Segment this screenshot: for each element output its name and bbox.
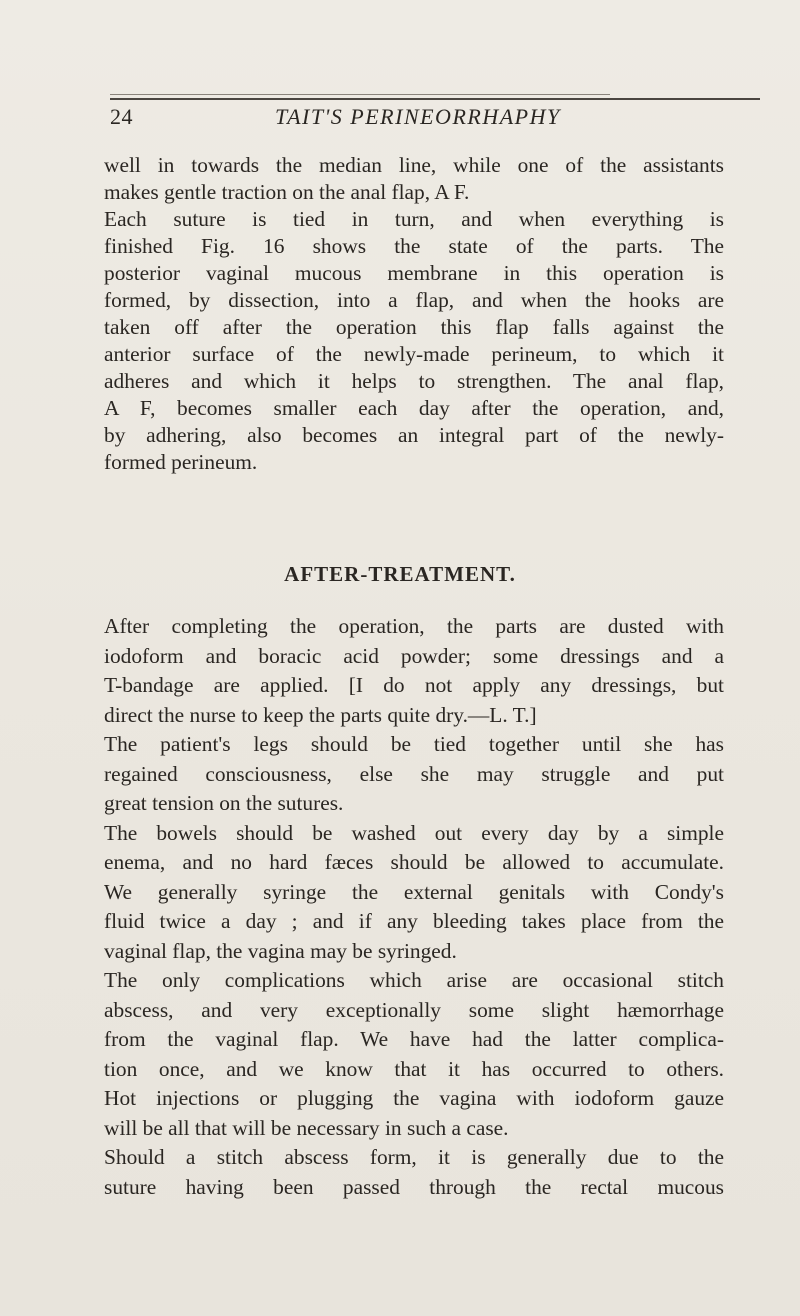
text-line: will be all that will be necessary in such a case. — [104, 1115, 509, 1140]
text-line: suture having been passed through the rectal mucous — [104, 1174, 724, 1199]
paragraphs-after-treatment — [104, 612, 724, 1202]
text-line: The patient's legs should be tied together until she has — [104, 732, 724, 756]
text-line: iodoform and boracic acid powder; some dressings and a — [104, 643, 724, 668]
text-line: formed perineum. — [104, 450, 258, 474]
text-line: Hot injections or plugging the vagina with iodoform gauze — [104, 1086, 724, 1110]
text-line: makes gentle traction on the anal flap, A F. — [104, 180, 470, 204]
text-line: Should a stitch abscess form, it is generally due to the — [104, 1145, 724, 1169]
text-line: great tension on the sutures. — [104, 791, 344, 815]
text-line: regained consciousness, else she may struggle and put — [104, 761, 724, 786]
running-head: TAIT'S PERINEORRHAPHY — [275, 104, 561, 129]
text-line: formed, by dissection, into a flap, and when the hooks are — [104, 288, 724, 312]
text-line: adheres and which it helps to strengthen. The anal flap, — [104, 369, 724, 393]
text-line: The bowels should be washed out every day by a simple — [104, 820, 724, 845]
text-line: enema, and no hard fæces should be allowed to accumulate. — [104, 850, 724, 874]
header-rule-thin — [110, 94, 610, 95]
text-line: abscess, and very exceptionally some slight hæmorrhage — [104, 997, 724, 1022]
text-line: We generally syringe the external genitals with Condy's — [104, 879, 724, 904]
text-line: tion once, and we know that it has occurred to others. — [104, 1056, 724, 1081]
text-line: posterior vaginal mucous membrane in this operation is — [104, 261, 724, 285]
text-line: well in towards the median line, while one of the assistants — [104, 153, 724, 177]
header-rule — [110, 98, 760, 100]
section-heading: AFTER-TREATMENT. — [284, 562, 516, 586]
page-number: 24 — [110, 104, 133, 129]
text-line: anterior surface of the newly-made perineum, to which it — [104, 342, 724, 366]
text-line: taken off after the operation this flap falls against the — [104, 315, 724, 339]
text-line: from the vaginal flap. We have had the latter complica- — [104, 1027, 724, 1051]
text-line: The only complications which arise are occasional stitch — [104, 968, 724, 992]
text-line: After completing the operation, the parts are dusted with — [104, 614, 724, 638]
paragraphs-continued — [104, 152, 724, 476]
text-line: finished Fig. 16 shows the state of the parts. The — [104, 234, 724, 258]
text-line: by adhering, also becomes an integral part of the newly- — [104, 423, 724, 447]
text-line: direct the nurse to keep the parts quite dry.—L. T.] — [104, 702, 537, 727]
text-line: vaginal flap, the vagina may be syringed. — [104, 938, 457, 963]
text-line: fluid twice a day ; and if any bleeding takes place from the — [104, 909, 724, 933]
text-line: Each suture is tied in turn, and when everything is — [104, 207, 724, 231]
text-line: T-bandage are applied. [I do not apply any dressings, but — [104, 673, 724, 697]
text-line: A F, becomes smaller each day after the operation, and, — [104, 396, 724, 420]
